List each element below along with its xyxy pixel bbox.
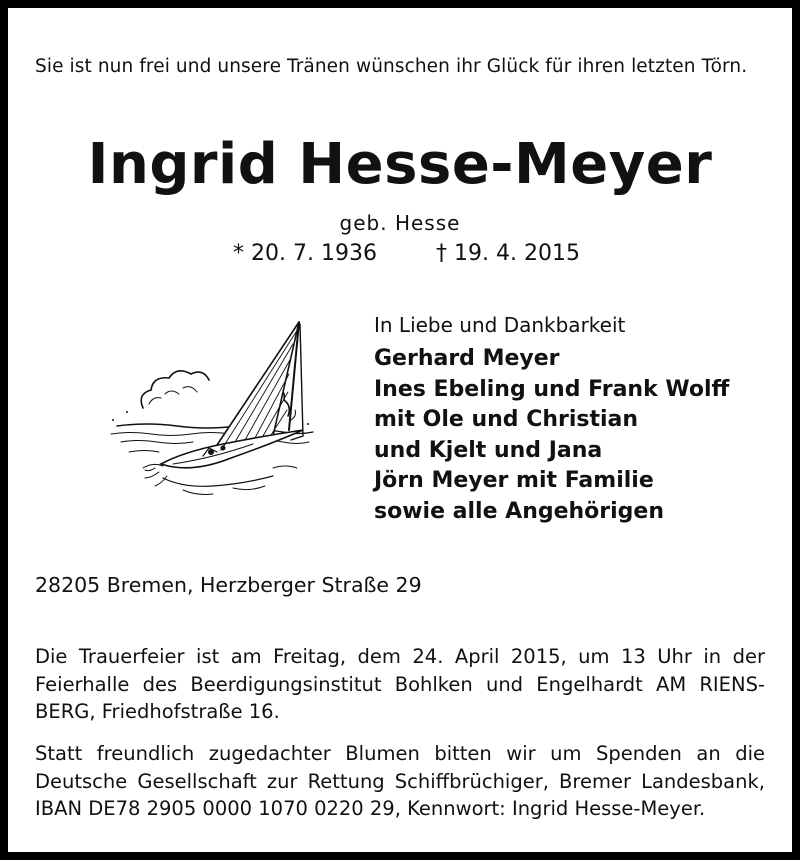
list-item: sowie alle Angehörigen	[374, 498, 665, 524]
list-item: Gerhard Meyer	[374, 346, 560, 371]
donation-line: Statt freundlich zugedachter Blumen bitten wir um Spenden an die	[35, 742, 765, 765]
mourners-intro: In Liebe und Dankbarkeit	[374, 313, 626, 337]
death-date: † 19. 4. 2015	[436, 241, 580, 266]
obituary-card	[8, 8, 792, 852]
list-item: Jörn Meyer mit Familie	[374, 468, 654, 493]
farewell-quote: Sie ist nun frei und unsere Tränen wünschen ihr Glück für ihren letzten Törn.	[35, 56, 748, 77]
donation-notice	[35, 740, 765, 823]
birth-date: * 20. 7. 1936	[233, 241, 377, 266]
funeral-notice	[35, 643, 765, 726]
donation-line: IBAN DE78 2905 0000 1070 0220 29, Kennwort: Ingrid Hesse-Meyer.	[35, 797, 706, 820]
list-item: und Kjelt und Jana	[374, 437, 603, 463]
funeral-line: Feierhalle des Beerdigungsinstitut Bohlken und Engelhardt AM RIENS-	[35, 672, 765, 696]
sailboat-icon	[103, 308, 318, 508]
funeral-line: Die Trauerfeier ist am Freitag, dem 24. April 2015, um 13 Uhr in der	[35, 645, 765, 668]
list-item: mit Ole und Christian	[374, 407, 639, 432]
deceased-name: Ingrid Hesse-Meyer	[87, 132, 713, 197]
maiden-name: geb. Hesse	[339, 211, 461, 235]
family-address: 28205 Bremen, Herzberger Straße 29	[35, 573, 422, 597]
list-item: Ines Ebeling und Frank Wolff	[374, 376, 730, 402]
mourners-list	[374, 344, 729, 527]
donation-line: Deutsche Gesellschaft zur Rettung Schiffbrüchiger, Bremer Landesbank,	[35, 769, 765, 793]
funeral-line: BERG, Friedhofstraße 16.	[35, 700, 280, 723]
